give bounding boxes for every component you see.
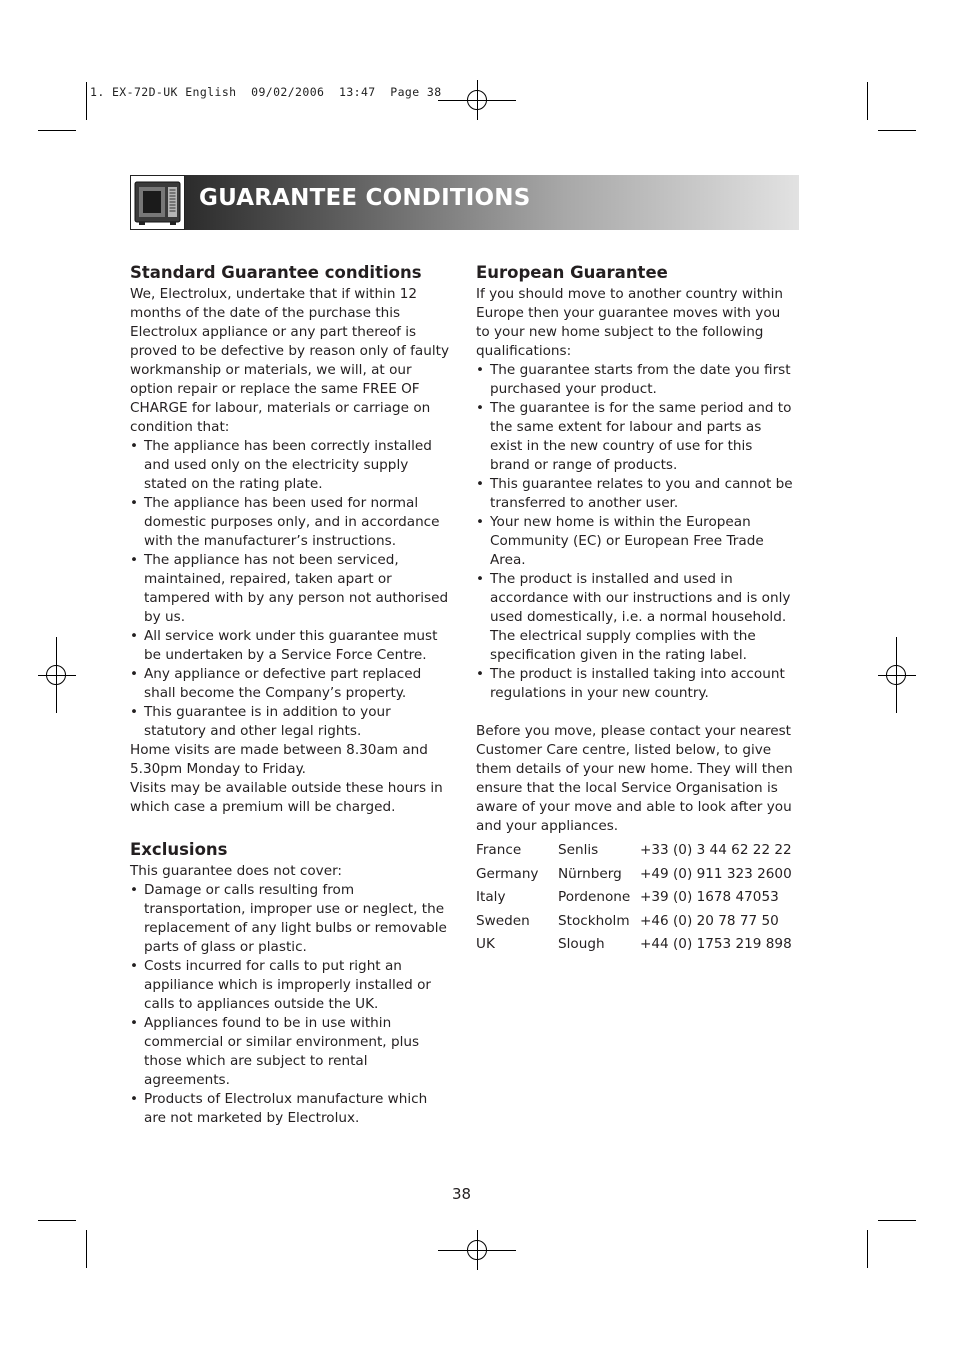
registration-line: [896, 637, 897, 713]
list-item: • The appliance has been correctly installed and used only on the electricity supply stated on the rating plate.: [130, 437, 452, 494]
list-item-note: The electrical supply complies with the specification given in the rating label.: [490, 628, 756, 663]
outside-hours-text: Visits may be available outside these hours in which case a premium will be charged.: [130, 780, 443, 815]
contact-phone: +33 (0) 3 44 62 22 22: [640, 842, 792, 858]
european-intro: If you should move to another country within Europe then your guarantee moves with you to your new home subject to the following qualifications:: [476, 286, 784, 359]
registration-line: [477, 80, 478, 120]
section-banner: [130, 175, 799, 230]
contact-city: Stockholm: [558, 912, 630, 929]
right-column: [476, 262, 796, 959]
crop-mark: [38, 1220, 76, 1221]
list-item: • Damage or calls resulting from transportation, improper use or neglect, the replacement of any light bulbs or removable parts of glass or plastic.: [130, 881, 452, 957]
exclusions-list: [130, 881, 452, 1128]
spacer: [476, 703, 796, 722]
home-visits-text: Home visits are made between 8.30am and 5.30pm Monday to Friday.: [130, 742, 428, 777]
list-item: • This guarantee is in addition to your statutory and other legal rights.: [130, 703, 452, 741]
list-item: • Any appliance or defective part replaced shall become the Company’s property.: [130, 665, 452, 703]
crop-mark: [867, 1230, 868, 1268]
contact-phone: +49 (0) 911 323 2600: [640, 865, 792, 882]
contact-country: Germany: [476, 865, 539, 882]
page-title: GUARANTEE CONDITIONS: [199, 185, 531, 211]
standard-intro: We, Electrolux, undertake that if within 12 months of the date of the purchase this Electrolux appliance or any part thereof is proved to be defective by reason only of faulty workmanship or materials, we will, at our option repair or replace the same FREE OF CHARGE for labour, materials or carriage on condition that:: [130, 286, 450, 435]
exclusions-intro: This guarantee does not cover:: [130, 863, 343, 879]
contact-phone: +46 (0) 20 78 77 50: [640, 912, 779, 929]
list-item: • Your new home is within the European Community (EC) or European Free Trade Area.: [476, 513, 796, 570]
crop-mark: [867, 82, 868, 120]
contact-phone: +39 (0) 1678 47053: [640, 889, 779, 905]
table-row: [476, 912, 792, 936]
list-item: • The appliance has not been serviced, maintained, repaired, taken apart or tampered with by any person not authorised by us.: [130, 551, 452, 627]
contact-country: UK: [476, 936, 495, 952]
crop-mark: [38, 130, 76, 131]
contact-country: France: [476, 842, 522, 858]
list-item: • The appliance has been used for normal domestic purposes only, and in accordance with the manufacturer’s instructions.: [130, 494, 452, 551]
standard-heading: Standard Guarantee conditions: [130, 263, 422, 282]
list-item-text: The product is installed and used in accordance with our instructions and is only used domestically, i.e. a normal household.: [490, 571, 791, 625]
list-item: • This guarantee relates to you and cannot be transferred to another user.: [476, 475, 796, 513]
exclusions-heading: Exclusions: [130, 840, 228, 859]
table-row: [476, 865, 792, 889]
before-move-text: Before you move, please contact your nearest Customer Care centre, listed below, to give them details of your new home. They will then ensure that the local Service Organisation is aware of your move and able to look after you and your appliances.: [476, 723, 793, 834]
registration-line: [878, 675, 916, 676]
list-item: • The guarantee is for the same period and to the same extent for labour and parts as exist in the new country of use for this brand or range of products.: [476, 399, 796, 475]
left-column: [130, 262, 452, 1128]
crop-mark: [878, 130, 916, 131]
registration-line: [56, 637, 57, 713]
contact-phone: +44 (0) 1753 219 898: [640, 936, 792, 952]
microwave-icon: [130, 175, 185, 230]
list-item: • All service work under this guarantee must be undertaken by a Service Force Centre.: [130, 627, 452, 665]
crop-mark: [86, 1230, 87, 1268]
table-row: [476, 935, 792, 959]
crop-mark: [878, 1220, 916, 1221]
registration-line: [477, 1230, 478, 1270]
contact-city: Slough: [558, 936, 605, 952]
list-item: [476, 570, 796, 665]
contact-city: Senlis: [558, 842, 599, 858]
standard-conditions-list: [130, 437, 452, 741]
list-item: • Products of Electrolux manufacture which are not marketed by Electrolux.: [130, 1090, 452, 1128]
page-number: 38: [452, 1185, 472, 1203]
crop-mark: [86, 82, 87, 120]
list-item: • The product is installed taking into account regulations in your new country.: [476, 665, 796, 703]
contact-country: Italy: [476, 889, 506, 905]
registration-line: [38, 675, 76, 676]
contact-city: Nürnberg: [558, 865, 622, 882]
list-item: • Costs incurred for calls to put right an appiliance which is improperly installed or calls to appliances outside the UK.: [130, 957, 452, 1014]
european-heading: European Guarantee: [476, 263, 668, 282]
customer-care-table: [476, 841, 792, 959]
list-item: • Appliances found to be in use within commercial or similar environment, plus those which are subject to rental agreements.: [130, 1014, 452, 1090]
table-row: [476, 888, 792, 912]
contact-city: Pordenone: [558, 889, 631, 905]
table-row: [476, 841, 792, 865]
print-slug: 1. EX-72D-UK English 09/02/2006 13:47 Page 38: [90, 85, 442, 99]
european-qualifications-list: [476, 361, 796, 703]
list-item: • The guarantee starts from the date you first purchased your product.: [476, 361, 796, 399]
contact-country: Sweden: [476, 912, 530, 929]
